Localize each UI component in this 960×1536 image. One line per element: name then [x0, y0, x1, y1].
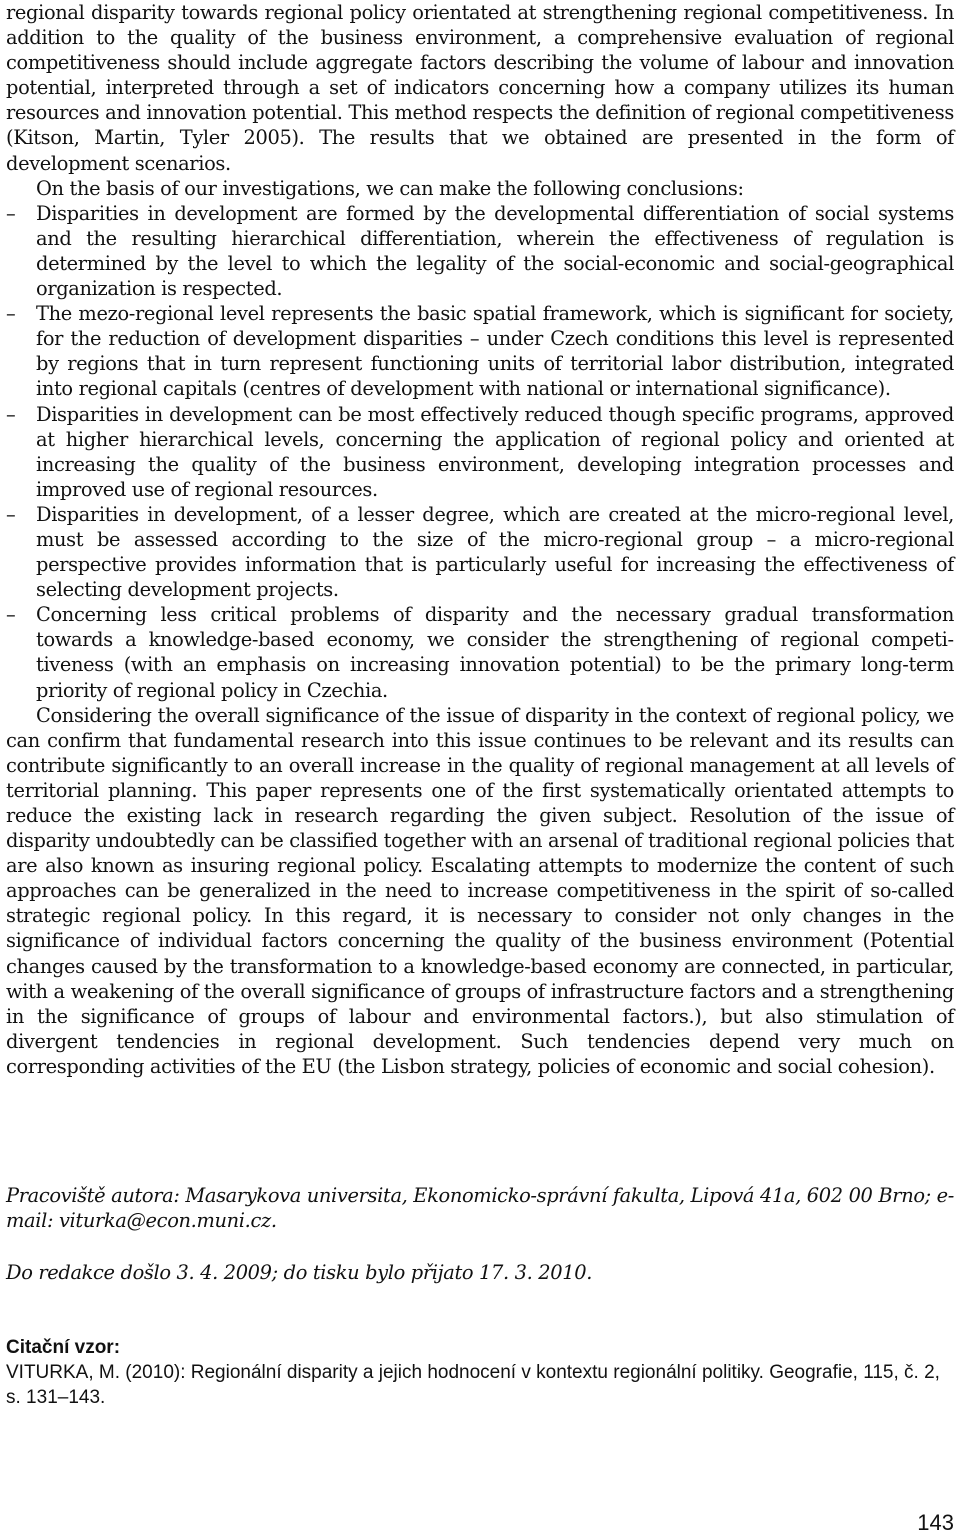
conclusions-lead: On the basis of our investigations, we can make the following conclusions: [36, 176, 744, 200]
conclusions-list [6, 201, 954, 703]
dash-bullet: – [6, 302, 16, 326]
dash-bullet: – [6, 402, 16, 426]
conclusion-item [6, 502, 954, 602]
conclusion-text: The mezo-regional level represents the basic spatial framework, which is significant for society, for the reduction of development disparities – under Czech conditions this level is represented by regions that in turn represent functioning units of territorial labor distribution, integrated into regional capitals (centres of development with national or international significance). [36, 302, 954, 401]
conclusion-item [6, 301, 954, 401]
citation-text: VITURKA, M. (2010): Regionální disparity a jejich hodnocení v kontextu regionální politiky. Geografie, 115, č. 2, s. 131–143. [6, 1362, 940, 1409]
conclusion-text: Disparities in development, of a lesser degree, which are created at the micro-regional level, must be assessed according to the size of the micro-regional group – a micro-regional perspective provides information that is particularly useful for increasing the effectiveness of selecting development projects. [36, 502, 954, 602]
dash-bullet: – [6, 201, 16, 225]
conclusion-item [6, 402, 954, 502]
conclusion-item [6, 602, 954, 702]
dash-bullet: – [6, 502, 16, 526]
author-affiliation: Pracoviště autora: Masarykova universita, Ekonomicko-správní fakulta, Lipová 41a, 602 00 Brno; e-mail: viturka@econ.muni.cz. [6, 1184, 954, 1233]
article-body [6, 0, 954, 1079]
dash-bullet: – [6, 603, 16, 627]
conclusion-text: Concerning less critical problems of disparity and the necessary gradual transformation towards a knowledge-based economy, we consider the strengthening of regional competitiveness (with an emphasis on increasing innovation potential) to be the primary long-term priority of regional policy in Czechia. [36, 603, 954, 702]
intro-paragraph: regional disparity towards regional policy orientated at strengthening regional competitiveness. In addition to the quality of the business environment, a comprehensive evaluation of regional competitiveness should include aggregate factors describing the volume of labour and innovation potential, interpreted through a set of indicators concerning how a company utilizes its human resources and innovation potential. This method respects the definition of regional competitiveness (Kitson, Martin, Tyler 2005). The results that we obtained are presented in the form of development scenarios. [6, 1, 954, 175]
conclusion-item [6, 201, 954, 301]
conclusion-text: Disparities in development can be most effectively reduced though specific programs, approved at higher hierarchical levels, concerning the application of regional policy and oriented at increasing the quality of the business environment, developing integration processes and improved use of regional resources. [36, 402, 954, 501]
conclusion-text: Disparities in development are formed by the developmental differentiation of social systems and the resulting hierarchical differentiation, wherein the effectiveness of regulation is determined by the level to which the legality of the social-economic and social-geographical organization is respected. [36, 201, 954, 301]
received-dates: Do redakce došlo 3. 4. 2009; do tisku bylo přijato 17. 3. 2010. [6, 1261, 593, 1284]
page-number: 143 [917, 1510, 954, 1535]
citation-heading: Citační vzor: [6, 1337, 121, 1358]
closing-paragraph: Considering the overall significance of the issue of disparity in the context of regional policy, we can confirm that fundamental research into this issue continues to be relevant and its results can contribute significantly to an overall increase in the quality of regional management at all levels of territorial planning. This paper represents one of the first systematically orientated attempts to reduce the existing lack in research regarding the given subject. Resolution of the issue of disparity undoubtedly can be classified together with an arsenal of traditional regional policies that are also known as insuring regional policy. Escalating attempts to modernize the content of such approaches can be generalized in the need to increase competitiveness in the spirit of so-called strategic regional policy. In this regard, it is necessary to consider not only changes in the significance of individual factors concerning the quality of the business environment (Potential changes caused by the transformation to a knowledge-based economy are connected, in particular, with a weakening of the overall significance of groups of infrastructure factors and a strengthening in the significance of groups of labour and environmental factors.), but also stimulation of divergent tendencies in regional development. Such tendencies depend very much on corresponding activities of the EU (the Lisbon strategy, policies of economic and social cohesion). [6, 703, 954, 1078]
